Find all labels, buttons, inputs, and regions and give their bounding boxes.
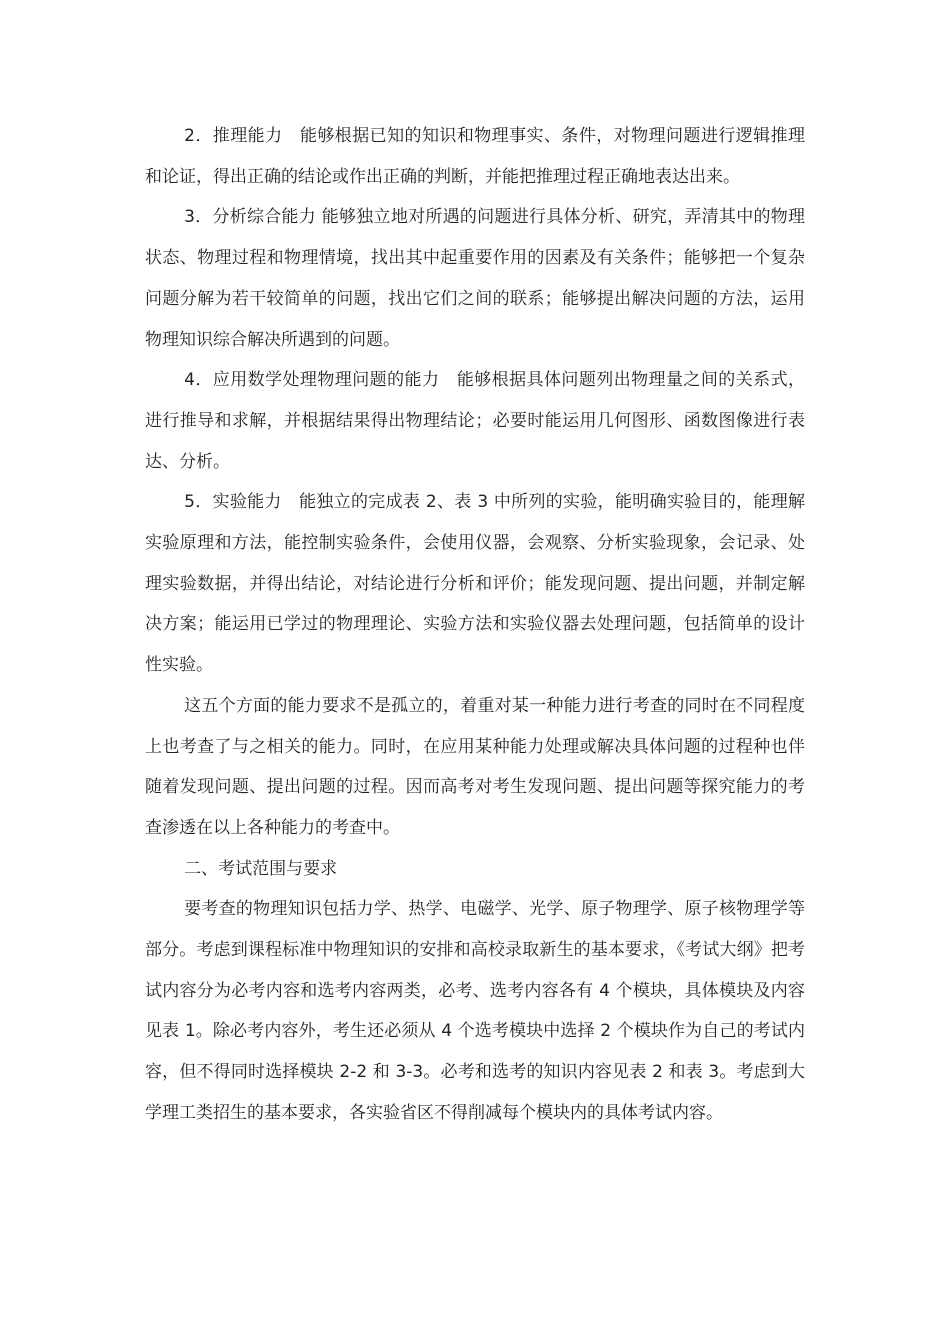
paragraph-gap	[283, 126, 300, 146]
paragraph-lead: 3．分析综合能力	[184, 207, 317, 228]
ability-paragraph-math	[145, 360, 805, 482]
paragraph-text: 能够独立地对所遇的问题进行具体分析、研究，弄清其中的物理状态、物理过程和物理情境，找出其中起重要作用的因素及有关条件；能够把一个复杂问题分解为若干较简单的问题，找出它们之间的联系；能够提出解决问题的方法，运用物理知识综合解决所遇到的问题。	[145, 207, 806, 350]
paragraph-text: 能够根据具体问题列出物理量之间的关系式，进行推导和求解，并根据结果得出物理结论；必要时能运用几何图形、函数图像进行表达、分析。	[145, 370, 805, 472]
paragraph-gap	[439, 370, 456, 390]
paragraph-gap	[282, 492, 299, 512]
document-page	[145, 116, 805, 1134]
paragraph-text: 能够根据已知的知识和物理事实、条件，对物理问题进行逻辑推理和论证，得出正确的结论或作出正确的判断，并能把推理过程正确地表达出来。	[145, 126, 805, 187]
paragraph-lead: 5．实验能力	[184, 492, 282, 513]
ability-paragraph-analysis	[145, 197, 805, 360]
paragraph-lead: 4．应用数学处理物理问题的能力	[184, 370, 440, 391]
section-heading: 二、考试范围与要求	[184, 858, 338, 879]
ability-paragraph-experiment	[145, 482, 805, 686]
section-body-paragraph: 要考查的物理知识包括力学、热学、电磁学、光学、原子物理学、原子核物理学等部分。考虑到课程标准中物理知识的安排和高校录取新生的基本要求，《考试大纲》把考试内容分为必考内容和选考内容两类，必考、选考内容各有 4 个模块，具体模块及内容见表 1。除必考内容外，考生还必须从 4 个选考模块中选择 2 个模块作为自己的考试内容，但不得同时选择模块 2-2 和 3-3。必考和选考的知识内容见表 2 和表 3。考虑到大学理工类招生的基本要求，各实验省区不得削减每个模块内的具体考试内容。	[145, 899, 805, 1123]
paragraph-lead: 2．推理能力	[184, 126, 283, 146]
paragraph-text: 能独立的完成表 2、表 3 中所列的实验，能明确实验目的，能理解实验原理和方法，能控制实验条件，会使用仪器，会观察、分析实验现象，会记录、处理实验数据，并得出结论，对结论进行分析和评价；能发现问题、提出问题，并制定解决方案；能运用已学过的物理理论、实验方法和实验仪器去处理问题，包括简单的设计性实验。	[145, 492, 805, 676]
summary-paragraph: 这五个方面的能力要求不是孤立的，着重对某一种能力进行考查的同时在不同程度上也考查了与之相关的能力。同时，在应用某种能力处理或解决具体问题的过程种也伴随着发现问题、提出问题的过程。因而高考对考生发现问题、提出问题等探究能力的考查渗透在以上各种能力的考查中。	[145, 695, 805, 838]
ability-paragraph-reasoning	[145, 116, 805, 197]
